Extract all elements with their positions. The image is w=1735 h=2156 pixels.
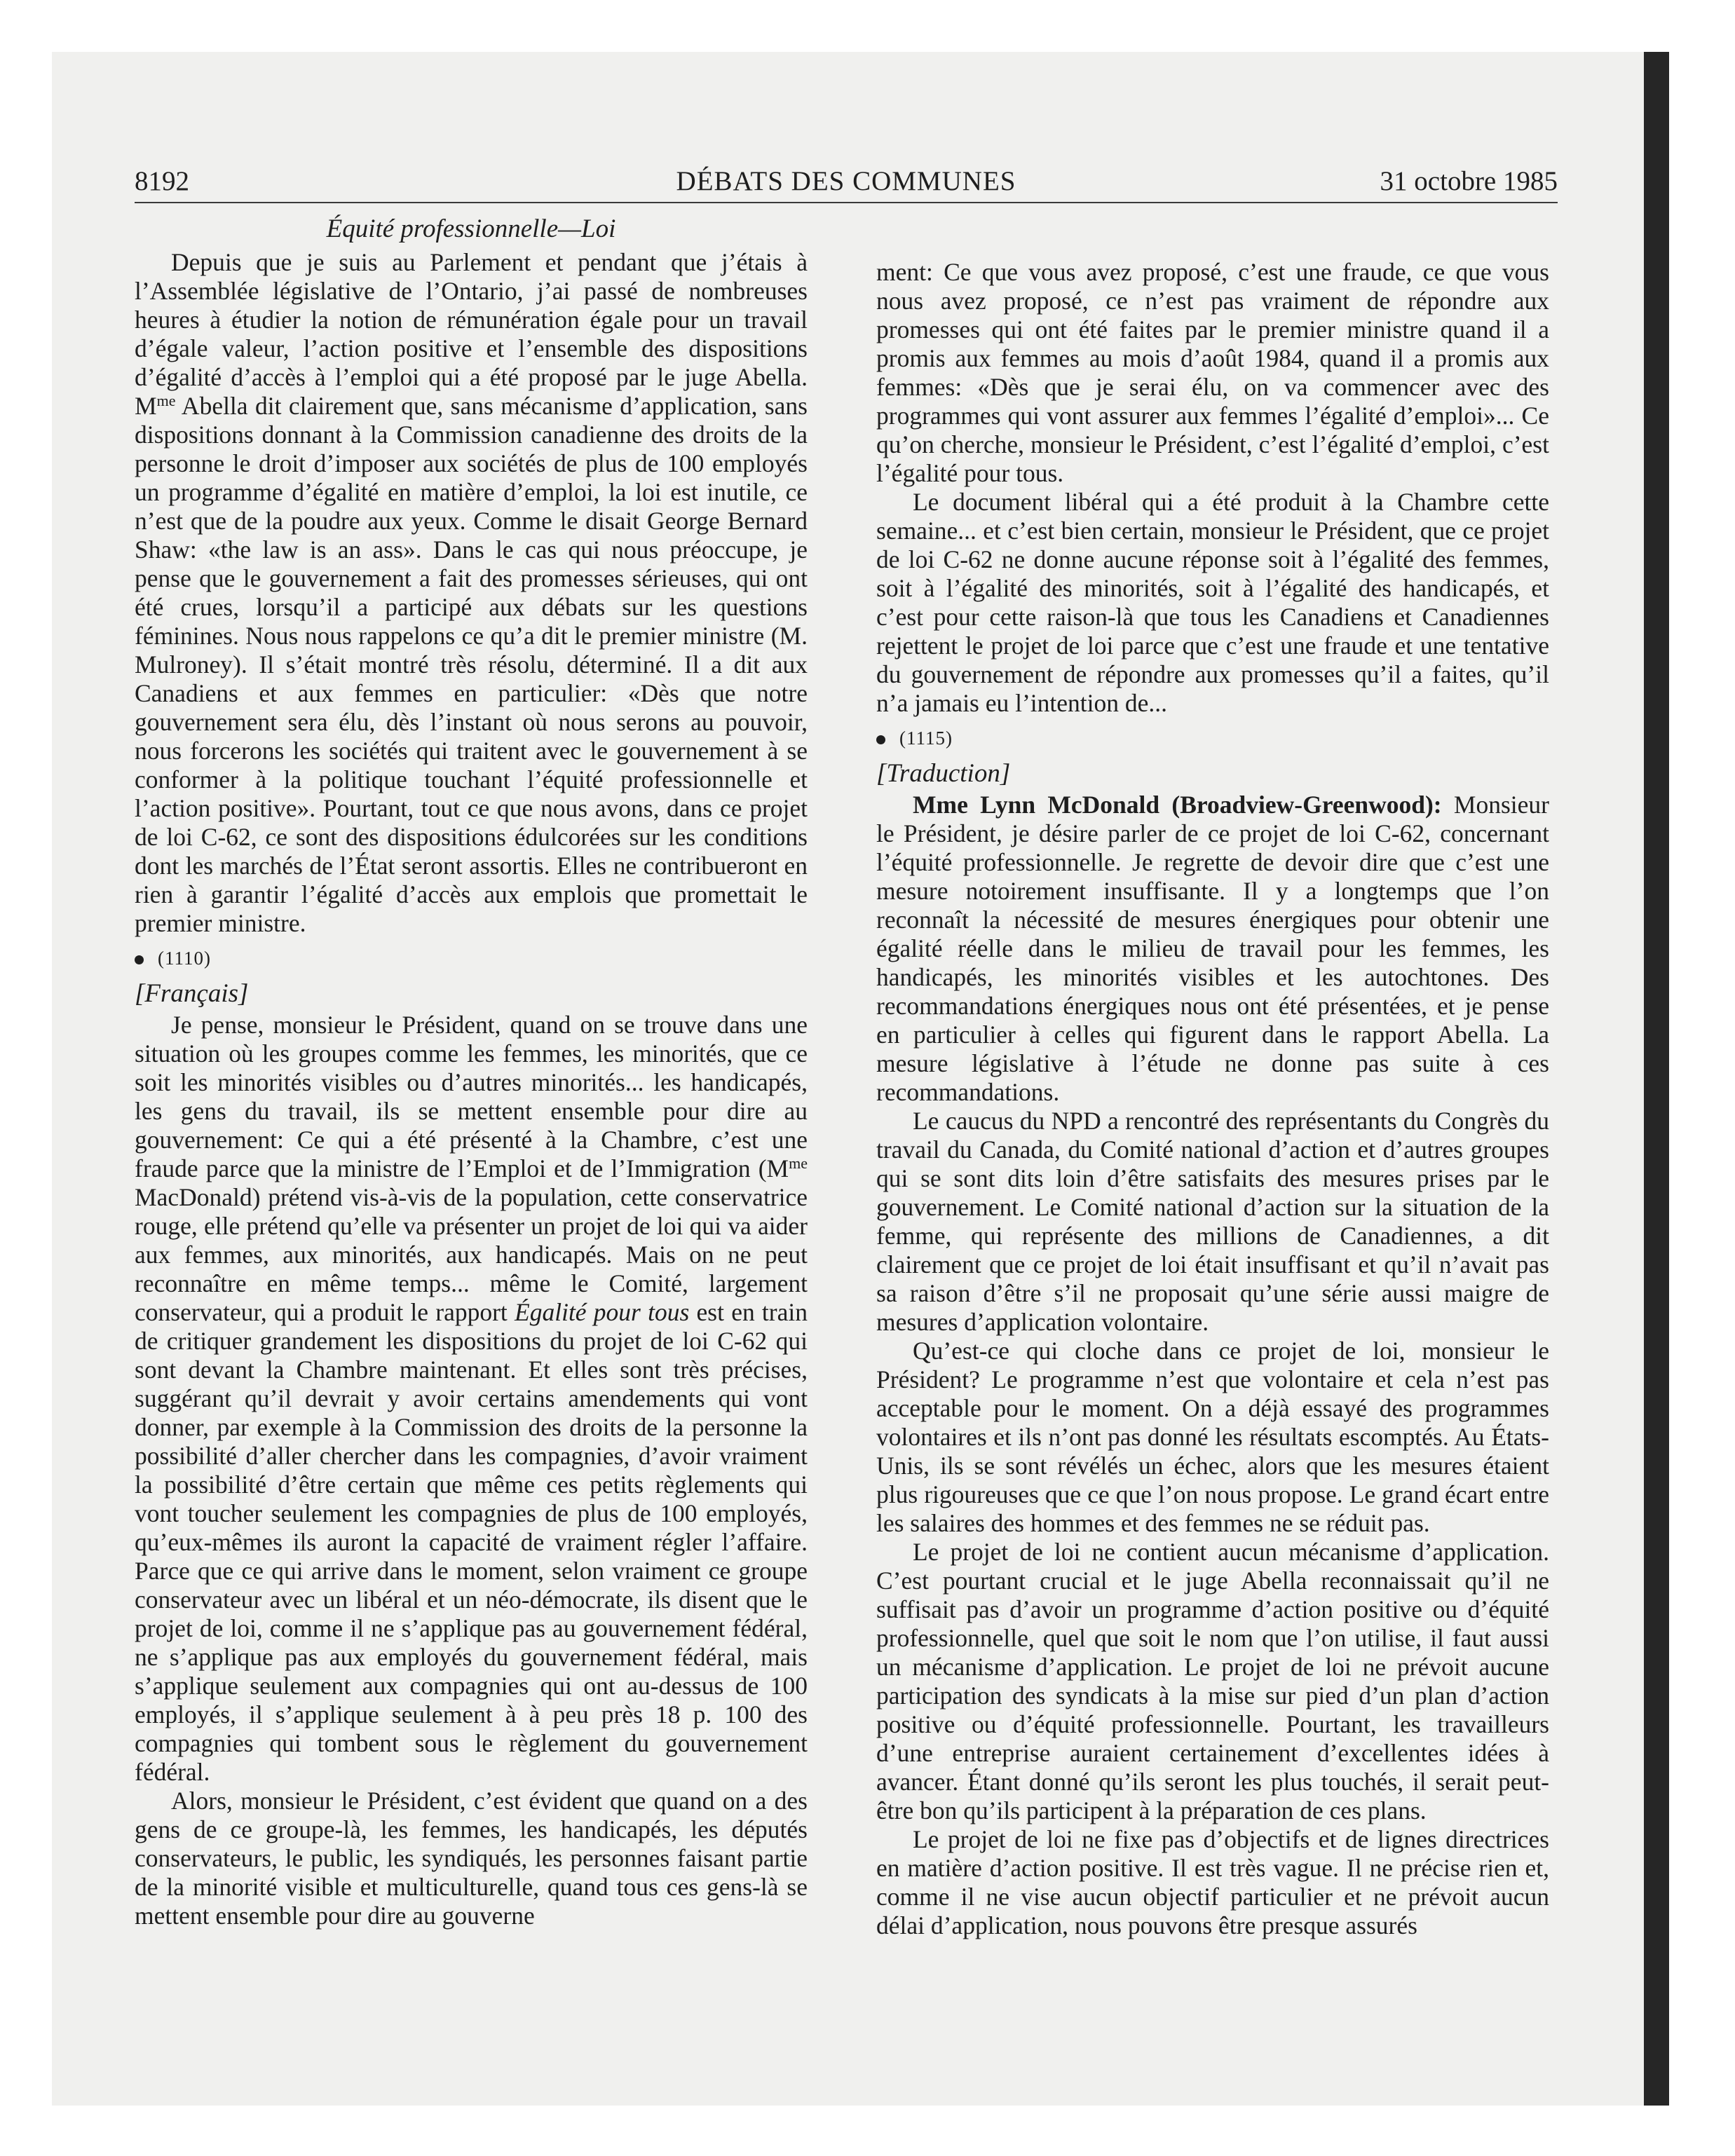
page-date: 31 octobre 1985 bbox=[1380, 166, 1558, 196]
paragraph: Je pense, monsieur le Président, quand on se trouve dans une situation où les groupes comme les femmes, les minorités, que ce soit les minorités visibles ou d’autres minorités... les handicapés, les gens du travail, ils se mettent ensemble pour dire au gouvernement: Ce qui a été présenté à la Chambre, c’est une fraude parce que la ministre de l’Emploi et de l’Immigration ($M^{me}$ MacDonald) prétend vis-à-vis de la population, cette conservatrice rouge, elle prétend qu’elle va présenter un projet de loi qui va aider aux femmes, aux minorités, aux handicapés. Mais on ne peut reconnaître en même temps... même le Comité, largement conservateur, qui a produit le rapport Égalité pour tous est en train de critiquer grandement les dispositions du projet de loi C-62 qui sont devant la Chambre maintenant. Et elles sont très précises, suggérant qu’il devrait y avoir certains amendements qui vont donner, par exemple à la Commission des droits de la personne la possibilité d’aller chercher dans les compagnies, d’avoir vraiment la possibilité d’être certain que même ces petits règlements qui vont toucher seulement les compagnies de plus de 100 employés, qu’eux-mêmes ils auront la capacité de vraiment régler l’affaire. Parce que ce qui arrive dans le moment, selon vraiment ce groupe conservateur avec un libéral et un néo-démocrate, ils disent que le projet de loi, comme il ne s’applique pas au gouvernement fédéral, ne s’applique pas aux employés du gouvernement fédéral, mais s’applique seulement aux compagnies qui ont au-dessus de 100 employés, il s’applique seulement à à peu près 18 p. 100 des compagnies qui tombent sous le règlement du gouvernement fédéral. bbox=[135, 1011, 808, 1786]
left-column bbox=[135, 210, 808, 1930]
header-rule bbox=[135, 202, 1558, 203]
report-title: Égalité pour tous bbox=[515, 1298, 690, 1326]
bullet-icon bbox=[135, 955, 144, 964]
paragraph: Le projet de loi ne fixe pas d’objectifs et de lignes directrices en matière d’action positive. Il est très vague. Il ne précise rien et, comme il ne vise aucun objectif particulier et ne prévoit aucun délai d’application, nous pouvons être presque assurés bbox=[876, 1825, 1549, 1939]
language-label: [Traduction] bbox=[876, 759, 1011, 788]
publication-title: DÉBATS DES COMMUNES bbox=[676, 166, 1016, 196]
bullet-icon bbox=[876, 735, 885, 744]
paragraph: Le projet de loi ne contient aucun mécanisme d’application. C’est pourtant crucial et le juge Abella reconnaissait qu’il ne suffisait pas d’avoir un programme d’action positive ou d’équité professionnelle, quel que soit le nom que l’on utilise, il faut aussi un mécanisme d’application. Le projet de loi ne prévoit aucune participation des syndicats à la mise sur pied d’un plan d’action positive ou d’équité professionnelle. Pourtant, les travailleurs d’une entreprise auraient certainement d’excellentes idées à avancer. Étant donné qu’ils seront les plus touchés, il serait peut-être bon qu’ils participent à la préparation de ces plans. bbox=[876, 1538, 1549, 1824]
right-column bbox=[876, 258, 1549, 1940]
paragraph: Depuis que je suis au Parlement et pendant que j’étais à l’Assemblée législative de l’Ontario, j’ai passé de nombreuses heures à étudier la notion de rémunération égale pour un travail d’égale valeur, l’action positive et l’ensemble des dispositions d’égalité d’accès à l’emploi qui a été proposé par le juge Abella. $M^{me}$ Abella dit clairement que, sans mécanisme d’application, sans dispositions donnant à la Commission canadienne des droits de la personne le droit d’imposer aux sociétés de plus de 100 employés un programme d’égalité en matière d’emploi, la loi est inutile, ce n’est que de la poudre aux yeux. Comme le disait George Bernard Shaw: «the law is an ass». Dans le cas qui nous préoccupe, je pense que le gouvernement a fait des promesses sérieuses, qui ont été crues, lorsqu’il a participé aux débats sur les questions féminines. Nous nous rappelons ce qu’a dit le premier ministre (M. Mulroney). Il s’était montré très résolu, déterminé. Il a dit aux Canadiens et aux femmes en particulier: «Dès que notre gouvernement sera élu, dès l’instant où nous serons au pouvoir, nous forcerons les sociétés qui traitent avec le gouvernement à se conformer à la politique touchant l’équité professionnelle et l’action positive». Pourtant, tout ce que nous avons, dans ce projet de loi C-62, ce sont des dispositions édulcorées sur les conditions dont les marchés de l’État seront assortis. Elles ne contribueront en rien à garantir l’égalité d’accès aux emplois que promettait le premier ministre. bbox=[135, 248, 808, 937]
section-subtitle: Équité professionnelle—Loi bbox=[326, 214, 616, 243]
paragraph: Alors, monsieur le Président, c’est évident que quand on a des gens de ce groupe-là, les femmes, les handicapés, les députés conservateurs, le public, les syndiqués, les personnes faisant partie de la minorité visible et multiculturelle, quand tous ces gens-là se mettent ensemble pour dire au gouverne bbox=[135, 1787, 808, 1930]
paragraph: Qu’est-ce qui cloche dans ce projet de loi, monsieur le Président? Le programme n’est que volontaire et cela n’est pas acceptable pour le moment. On a déjà essayé des programmes volontaires et ils n’ont pas donné les résultats escomptés. Au États-Unis, ils se sont révélés un échec, alors que les mesures étaient plus rigoureuses que ce que l’on nous propose. Le grand écart entre les salaires des hommes et des femmes ne se réduit pas. bbox=[876, 1337, 1549, 1537]
paragraph: Mme Lynn McDonald (Broadview-Greenwood): Monsieur le Président, je désire parler de ce projet de loi C-62, concernant l’équité professionnelle. Je regrette de devoir dire que c’est une mesure notoirement insuffisante. Il y a longtemps que l’on reconnaît la nécessité de mesures énergiques pour obtenir une égalité réelle dans le milieu de travail pour les femmes, les handicapés, les minorités visibles et les autochtones. Des recommandations énergiques nous ont été présentées, et je pense en particulier à celles qui figurent dans le rapport Abella. La mesure législative à l’étude ne donne pas suite à ces recommandations. bbox=[876, 791, 1549, 1106]
paragraph: Le document libéral qui a été produit à la Chambre cette semaine... et c’est bien certain, monsieur le Président, que ce projet de loi C-62 ne donne aucune réponse soit à l’égalité des femmes, soit à l’égalité des minorités, soit à l’égalité des handicapés, et c’est pour cette raison-là que tous les Canadiens et Canadiennes rejettent le projet de loi parce que c’est une fraude et une tentative du gouvernement de répondre aux promesses qu’il a faites, qu’il n’a jamais eu l’intention de... bbox=[876, 488, 1549, 717]
time-marker: (1115) bbox=[876, 723, 1549, 753]
page-number: 8192 bbox=[135, 166, 189, 196]
language-label: [Français] bbox=[135, 979, 249, 1008]
paragraph: ment: Ce que vous avez proposé, c’est une fraude, ce que vous nous avez proposé, ce n’est pas vraiment de répondre aux promesses qui ont été faites par le premier ministre quand il a promis aux femmes au mois d’août 1984, quand il a promis aux femmes: «Dès que je serai élu, on va commencer avec des programmes qui vont assurer aux femmes l’égalité d’emploi»... Ce qu’on cherche, monsieur le Président, c’est l’égalité d’emploi, c’est l’égalité pour tous. bbox=[876, 258, 1549, 487]
paragraph: Le caucus du NPD a rencontré des représentants du Congrès du travail du Canada, du Comité national d’action et d’autres groupes qui se sont dits loin d’être satisfaits des mesures prises par le gouvernement. Le Comité national d’action sur la situation de la femme, qui représente des millions de Canadiennes, a dit clairement que ce projet de loi était insuffisant et qu’il n’avait pas sa raison d’être s’il ne proposait qu’une série aussi maigre de mesures d’application volontaire. bbox=[876, 1107, 1549, 1336]
time-marker: (1110) bbox=[135, 943, 808, 973]
page-header bbox=[135, 161, 1558, 202]
scan-edge bbox=[1644, 52, 1669, 2106]
speaker-name: Mme Lynn McDonald (Broadview-Greenwood): bbox=[913, 791, 1442, 819]
